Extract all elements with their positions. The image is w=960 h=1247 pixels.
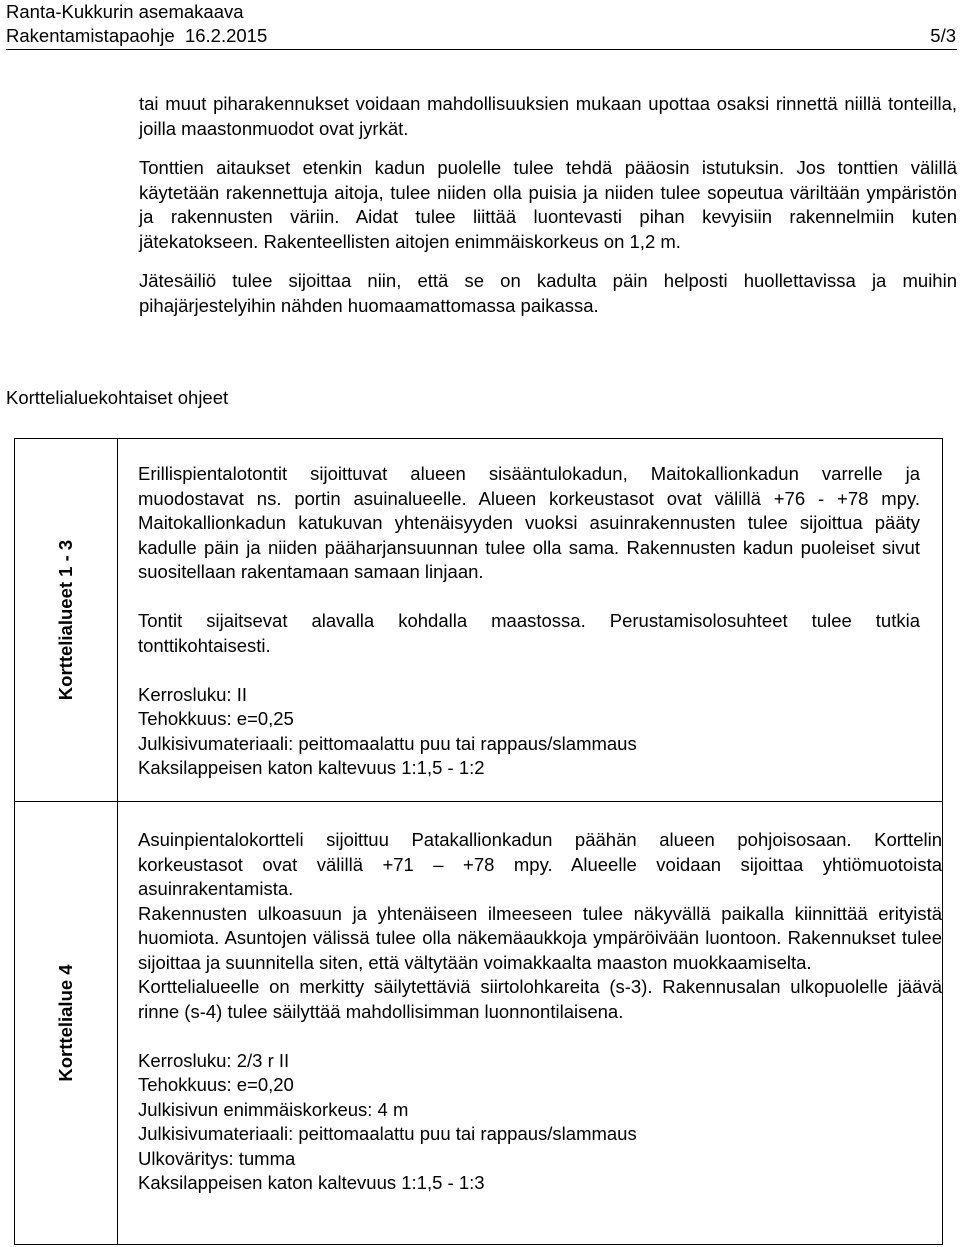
block-side-label [15,802,118,1244]
spec-line: Kerrosluku: 2/3 r II [138,1049,290,1071]
intro-text [139,92,957,333]
page-number: 5/3 [930,25,956,46]
block-paragraph: Erillispientalotontit sijoittuvat alueen sisääntulokadun, Maitokallionkadun varrelle ja muodostavat ns. portin asuinalueelle. Alueen korkeustasot ovat välillä +76 - +78 mpy. Maitokallionkadun katukuvan yhtenäisyyden vuoksi asuinrakennusten tulee sijoittua pääty kadulle päin ja niiden pääharjansuunnan tulee olla sama. Rakennusten kadun puoleiset sivut suositellaan rakentamaan samaan linjaan. [138,463,920,582]
spec-line: Ulkoväritys: tumma [138,1147,296,1169]
block-paragraph: Tontit sijaitsevat alavalla kohdalla maastossa. Perustamisolosuhteet tulee tutkia tonttikohtaisesti. [138,610,920,656]
spec-line: Tehokkuus: e=0,25 [138,708,294,729]
block-specs [138,683,920,781]
block-side-label [15,439,118,801]
header-divider [6,49,957,50]
block-label: Korttelialueet 1 - 3 [55,539,76,701]
document-subtitle: Rakentamistapaohje 16.2.2015 [6,25,268,46]
block-specs [138,1049,942,1196]
intro-paragraph: Tonttien aitaukset etenkin kadun puolelle tulee tehdä pääosin istutuksin. Jos tonttien välillä käytetään rakennettuja aitoja, tulee niiden olla puisia ja niiden tulee sopeutua väriltään ympäristön ja rakennusten väriin. Aidat tulee liittää luontevasti pihan kevyisiin rakennelmiin kuten jätekatokseen. Rakenteellisten aitojen enimmäiskorkeus on 1,2 m. [139,157,957,252]
block-paragraph: Rakennusten ulkoasuun ja yhtenäiseen ilmeeseen tulee näkyvällä paikalla kiinnittää erityistä huomiota. Asuntojen välissä tulee olla näkemäaukkoja ympäröivään luontoon. Rakennukset tulee sijoittaa ja suunnitella siten, että vältytään voimakkaalta maaston muokkaamiselta. [138,902,942,973]
page-header [6,0,956,48]
spec-line: Kaksilappeisen katon kaltevuus 1:1,5 - 1:3 [138,1172,485,1193]
block-label: Korttelialue 4 [55,964,76,1082]
spec-line: Kaksilappeisen katon kaltevuus 1:1,5 - 1:2 [138,757,485,778]
intro-paragraph: Jätesäiliö tulee sijoittaa niin, että se on kadulta päin helposti huollettavissa ja muihin pihajärjestelyihin nähden huomaamattomassa paikassa. [139,270,957,316]
block-content-4 [138,828,942,1196]
block-paragraph: Asuinpientalokortteli sijoittuu Patakallionkadun päähän alueen pohjoisosaan. Korttelin korkeustasot ovat välillä +71 – +78 mpy. Alueelle voidaan sijoittaa yhtiömuotoista asuinrakentamista. [138,829,942,899]
spec-line: Julkisivumateriaali: peittomaalattu puu tai rappaus/slammaus [138,732,637,754]
section-heading: Korttelialuekohtaiset ohjeet [6,387,229,408]
spec-line: Tehokkuus: e=0,20 [138,1074,294,1095]
spec-line: Kerrosluku: II [138,683,247,705]
spec-line: Julkisivun enimmäiskorkeus: 4 m [138,1098,409,1120]
spec-line: Julkisivumateriaali: peittomaalattu puu tai rappaus/slammaus [138,1123,637,1144]
document-title: Ranta-Kukkurin asemakaava [6,1,244,22]
block-content-1-3 [138,462,920,781]
block-paragraph: Korttelialueelle on merkitty säilytettäviä siirtolohkareita (s-3). Rakennusalan ulkopuolelle jäävä rinne (s-4) tulee säilyttää mahdollisimman luonnontilaisena. [138,976,942,1022]
intro-paragraph: tai muut piharakennukset voidaan mahdollisuuksien mukaan upottaa osaksi rinnettä niillä tonteilla, joilla maastonmuodot ovat jyrkät. [139,93,957,139]
